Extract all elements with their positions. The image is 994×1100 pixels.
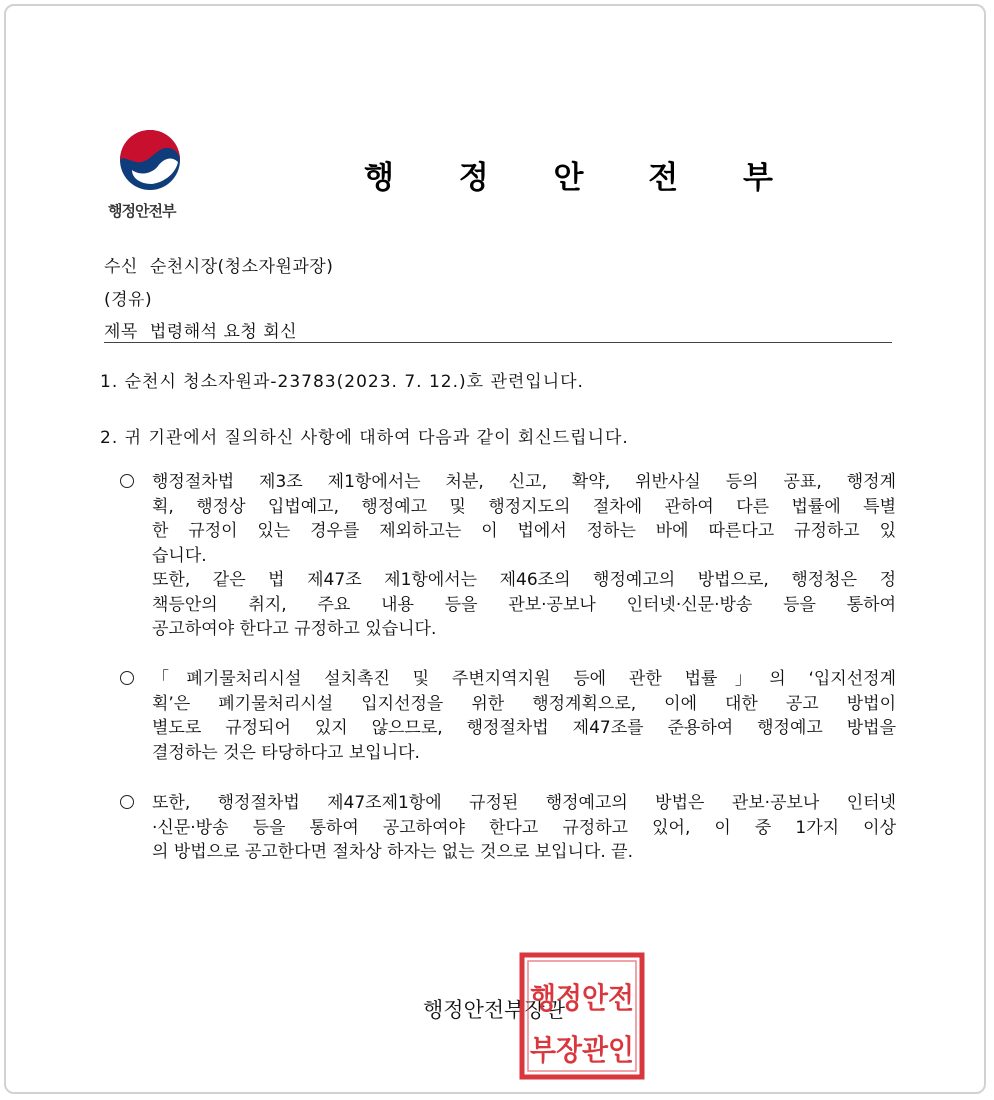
bullet-item-2: [120, 667, 896, 765]
subject-label: 제목: [104, 322, 138, 342]
paragraph-2: 2. 귀 기관에서 질의하신 사항에 대하여 다음과 같이 회신드립니다.: [100, 428, 629, 448]
item-line: 행정절차법 제3조 제1항에서는 처분, 신고, 확약, 위반사실 등의 공표, 행정계: [152, 472, 896, 492]
ministry-logo: [108, 128, 198, 228]
seal-text-line2: 부장관인: [530, 1033, 634, 1067]
ministry-title: 행 정 안 전 부: [364, 160, 800, 196]
official-seal-icon: [519, 952, 645, 1080]
header-divider: [104, 342, 892, 343]
item-line: 또한, 행정절차법 제47조제1항에 규정된 행정예고의 방법은 관보·공보나 인터넷: [152, 793, 896, 813]
logo-text: 행정안전부: [108, 202, 176, 220]
item-line: 의 방법으로 공고한다면 절차상 하자는 없는 것으로 보입니다. 끝.: [152, 842, 634, 862]
recipient-label: 수신: [104, 257, 138, 277]
item-line: 공고하여야 한다고 규정하고 있습니다.: [152, 619, 437, 639]
circle-bullet-icon: [120, 474, 134, 488]
item-line: 획’은 폐기물처리시설 입지선정을 위한 행정계획으로, 이에 대한 공고 방법이: [152, 693, 896, 714]
item-line: ·신문·방송 등을 통하여 공고하여야 한다고 규정하고 있어, 이 중 1가지 이상: [152, 817, 896, 838]
via-row: [104, 285, 152, 310]
taegeuk-icon: [118, 128, 188, 192]
subject-row: [104, 317, 297, 342]
bullet-item-1: [120, 470, 896, 642]
item-line: 결정하는 것은 타당하다고 보입니다.: [152, 742, 420, 763]
item-line: 습니다.: [152, 545, 207, 566]
item-line: 획, 행정상 입법예고, 행정예고 및 행정지도의 절차에 관하여 다른 법률에 특별: [152, 496, 896, 517]
recipient-value: 순천시장(청소자원과장): [149, 257, 334, 277]
bullet-item-3: [120, 791, 896, 865]
signer-name: 행정안전부장관: [423, 998, 566, 1022]
seal-text-line1: 행정안전: [530, 981, 634, 1015]
paragraph-1: 1. 순천시 청소자원과-23783(2023. 7. 12.)호 관련입니다.: [100, 372, 584, 392]
via-label: (경유): [104, 290, 153, 310]
recipient-row: [104, 252, 333, 277]
item-line: 책등안의 취지, 주요 내용 등을 관보·공보나 인터넷·신문·방송 등을 통하여: [152, 594, 896, 615]
subject-value: 법령해석 요청 회신: [149, 322, 298, 342]
item-line: 한 규정이 있는 경우를 제외하고는 이 법에서 정하는 바에 따른다고 규정하고 있: [152, 521, 896, 541]
item-line: 또한, 같은 법 제47조 제1항에서는 제46조의 행정예고의 방법으로, 행정청은 정: [152, 570, 896, 590]
circle-bullet-icon: [120, 671, 134, 685]
circle-bullet-icon: [120, 795, 134, 809]
item-line: 「폐기물처리시설 설치촉진 및 주변지역지원 등에 관한 법률」의 ‘입지선정계: [152, 669, 896, 689]
item-line: 별도로 규정되어 있지 않으므로, 행정절차법 제47조를 준용하여 행정예고 방법을: [152, 718, 896, 738]
